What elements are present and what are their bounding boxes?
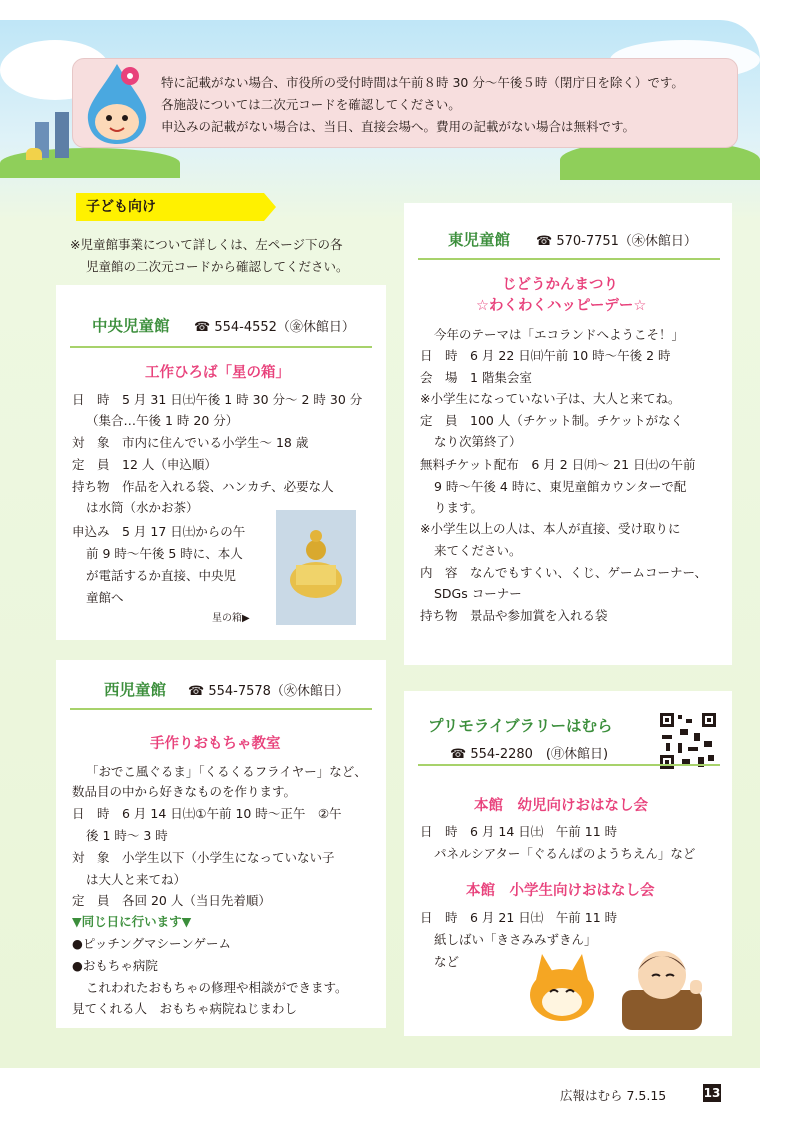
- library-row: 日 時 6 月 21 日㈯ 午前 11 時: [420, 910, 618, 925]
- higashi-row: 定 員 100 人（チケット制。チケットがなく: [420, 413, 684, 428]
- higashi-row: 来てください。: [434, 543, 522, 558]
- higashi-row: 持ち物 景品や参加賞を入れる袋: [420, 608, 608, 623]
- chuo-row: が電話するか直接、中央児: [86, 568, 237, 583]
- chuo-name: 中央児童館: [92, 317, 170, 335]
- library-row: など: [434, 954, 460, 969]
- intro-line: 児童館の二次元コードから確認してください。: [86, 259, 349, 274]
- library-row: 紙しばい「きさみみずきん」: [434, 932, 597, 947]
- library-row: 日 時 6 月 14 日㈯ 午前 11 時: [420, 824, 618, 839]
- nishi-row: 見てくれる人 おもちゃ病院ねじまわし: [72, 1001, 298, 1016]
- nishi-row: 日 時 6 月 14 日㈯①午前 10 時～正午 ②午: [72, 806, 342, 821]
- library-title: 本館 小学生向けおはなし会: [466, 883, 655, 899]
- higashi-phone: ☎ 570-7751（㊍休館日）: [536, 234, 697, 249]
- nishi-row: これわれたおもちゃの修理や相談ができます。: [86, 980, 348, 995]
- higashi-subtitle: ☆わくわくハッピーデー☆: [476, 298, 647, 314]
- nishi-title: 手作りおもちゃ教室: [150, 736, 281, 752]
- chuo-row: 持ち物 作品を入れる袋、ハンカチ、必要な人: [72, 479, 334, 494]
- higashi-row: 会 場 1 階集会室: [420, 370, 532, 385]
- section-label-text: 子ども向け: [86, 199, 156, 215]
- chuo-row: は水筒（水かお茶）: [86, 500, 199, 515]
- mascot-icon: [82, 60, 152, 146]
- chuo-phone: ☎ 554-4552（㊎休館日）: [194, 320, 355, 335]
- chuo-row: 定 員 12 人（申込順）: [72, 457, 217, 472]
- divider: [418, 258, 720, 260]
- chuo-row: （集合…午後 1 時 20 分）: [86, 413, 239, 428]
- higashi-row: 今年のテーマは「エコランドへようこそ！」: [434, 327, 685, 342]
- higashi-row: ※小学生になっていない子は、大人と来てね。: [420, 391, 681, 406]
- intro-line: ※児童館事業について詳しくは、左ページ下の各: [70, 237, 343, 252]
- nishi-row: ▼同じ日に行います▼: [72, 914, 192, 929]
- chuo-row: 童館へ: [86, 590, 124, 605]
- chuo-row: 対 象 市内に住んでいる小学生～ 18 歳: [72, 435, 309, 450]
- higashi-row: 9 時～午後 4 時に、東児童館カウンターで配: [434, 479, 687, 494]
- library-title: 本館 幼児向けおはなし会: [474, 798, 648, 814]
- nishi-row: 対 象 小学生以下（小学生になっていない子: [72, 850, 335, 865]
- footer-text: 広報はむら 7.5.15: [560, 1088, 667, 1103]
- nishi-phone: ☎ 554-7578（㊋休館日）: [188, 684, 349, 699]
- higashi-row: ります。: [434, 500, 484, 515]
- nishi-row: ●ピッチングマシーンゲーム: [72, 936, 232, 951]
- divider: [70, 346, 372, 348]
- library-row: パネルシアター「ぐるんぱのようちえん」など: [434, 846, 696, 861]
- divider: [70, 708, 372, 710]
- chuo-row: 日 時 5 月 31 日㈯午後 1 時 30 分～ 2 時 30 分: [72, 392, 363, 407]
- nishi-name: 西児童館: [104, 681, 167, 699]
- chuo-row: 申込み 5 月 17 日㈯からの午: [72, 524, 246, 539]
- nishi-row: 数品目の中から好きなものを作ります。: [72, 784, 297, 799]
- nishi-row: 定 員 各回 20 人（当日先着順）: [72, 893, 271, 908]
- chuo-row: 前 9 時～午後 5 時に、本人: [86, 546, 243, 561]
- star-box-photo: [276, 510, 356, 625]
- nishi-row: 「おでこ風ぐるま」「くるくるフライヤー」など、: [86, 764, 367, 779]
- higashi-row: なり次第終了）: [434, 434, 522, 449]
- library-phone: ☎ 554-2280 (㊊休館日): [450, 747, 609, 762]
- notice-line: 各施設については二次元コードを確認してください。: [161, 97, 461, 112]
- page-number: 13: [703, 1086, 721, 1100]
- house-icon: [26, 148, 42, 160]
- nishi-row: は大人と来てね）: [86, 872, 187, 887]
- nishi-row: 後 1 時～ 3 時: [86, 828, 168, 843]
- building-icon: [55, 112, 69, 158]
- chuo-title: 工作ひろば「星の箱」: [145, 365, 290, 381]
- higashi-row: ※小学生以上の人は、本人が直接、受け取りに: [420, 521, 681, 536]
- library-name: プリモライブラリーはむら: [428, 717, 613, 735]
- higashi-row: 内 容 なんでもすくい、くじ、ゲームコーナー、: [420, 565, 708, 580]
- higashi-name: 東児童館: [448, 231, 511, 249]
- higashi-row: 無料チケット配布 6 月 2 日㈪～ 21 日㈯の午前: [420, 457, 696, 472]
- higashi-title: じどうかんまつり: [502, 277, 618, 293]
- higashi-row: SDGs コーナー: [434, 586, 522, 601]
- nishi-row: ●おもちゃ病院: [72, 958, 158, 973]
- divider: [418, 764, 720, 766]
- notice-box: [72, 58, 738, 148]
- qr-code: [658, 711, 718, 771]
- storyteller-illustration: [522, 940, 712, 1030]
- photo-caption: 星の箱▶: [212, 613, 250, 624]
- higashi-row: 日 時 6 月 22 日㈰午前 10 時～午後 2 時: [420, 348, 671, 363]
- notice-line: 特に記載がない場合、市役所の受付時間は午前８時 30 分～午後５時（閉庁日を除く）です。: [161, 75, 684, 90]
- notice-line: 申込みの記載がない場合は、当日、直接会場へ。費用の記載がない場合は無料です。: [161, 119, 636, 134]
